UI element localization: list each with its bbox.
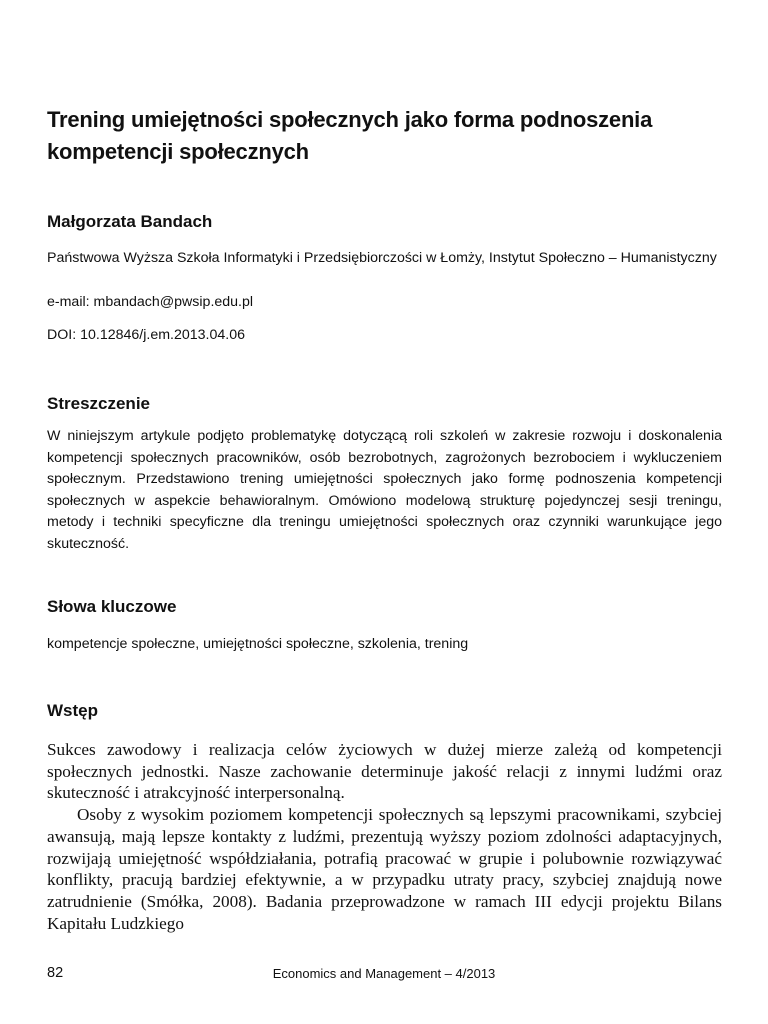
doi[interactable]: DOI: 10.12846/j.em.2013.04.06 (47, 327, 245, 343)
abstract-heading: Streszczenie (47, 394, 150, 413)
author-affiliation: Państwowa Wyższa Szkoła Informatyki i Przedsiębiorczości w Łomży, Instytut Społeczno – Humanistyczny (47, 250, 717, 266)
author-name: Małgorzata Bandach (47, 212, 213, 231)
introduction-body (47, 739, 722, 934)
journal-footer: Economics and Management – 4/2013 (272, 966, 496, 981)
article-title: Trening umiejętności społecznych jako forma podnoszenia kompetencji społecznych (47, 107, 653, 164)
introduction-heading: Wstęp (47, 701, 98, 720)
keywords-text: kompetencje społeczne, umiejętności społeczne, szkolenia, trening (47, 636, 469, 652)
keywords-heading: Słowa kluczowe (47, 597, 177, 616)
introduction-paragraph-1: Sukces zawodowy i realizacja celów życiowych w dużej mierze zależą od kompetencji społecznych jednostki. Nasze zachowanie determinuje jakość relacji z innymi ludźmi oraz skuteczność i atrakcyjność interpersonalną. (47, 740, 722, 803)
abstract-text: W niniejszym artykule podjęto problematykę dotyczącą roli szkoleń w zakresie rozwoju i doskonalenia kompetencji społecznych pracowników, osób bezrobotnych, zagrożonych bezrobociem i wykluczeniem społecznym. Przedstawiono trening umiejętności społecznych jako formę podnoszenia kompetencji społecznych w aspekcie behawioralnym. Omówiono modelową strukturę pojedynczej sesji treningu, metody i techniki specyficzne dla treningu umiejętności społecznych oraz czynniki warunkujące jego skuteczność. (47, 428, 722, 552)
introduction-paragraph-2: Osoby z wysokim poziomem kompetencji społecznych są lepszymi pracownikami, szybciej awansują, mają lepsze kontakty z ludźmi, prezentują wyższy poziom zdolności adaptacyjnych, rozwijają umiejętność współdziałania, potrafią pracować w grupie i polubownie rozwiązywać konflikty, pracują bardziej efektywnie, a w przypadku utraty pracy, szybciej znajdują nowe zatrudnienie (Smółka, 2008). Badania przeprowadzone w ramach III edycji projektu Bilans Kapitału Ludzkiego (47, 805, 722, 933)
author-email[interactable]: e-mail: mbandach@pwsip.edu.pl (47, 294, 254, 310)
page-number: 82 (47, 965, 64, 981)
